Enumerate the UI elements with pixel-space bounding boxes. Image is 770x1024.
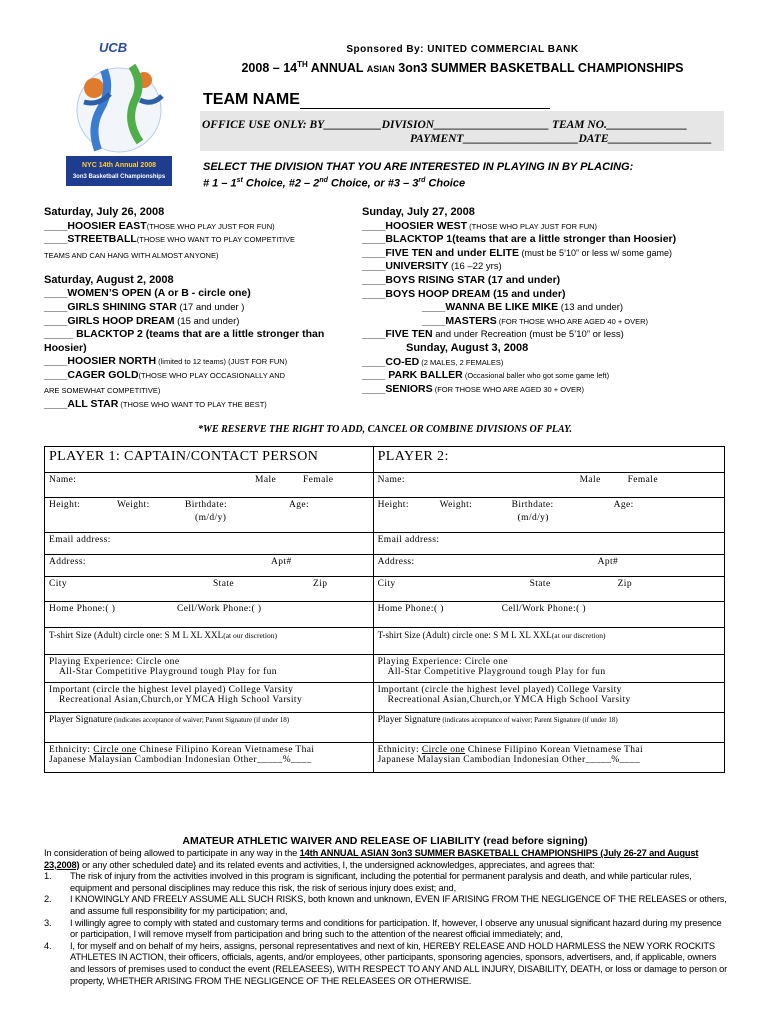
waiver-item-number: 1.: [44, 871, 52, 882]
division-instructions: SELECT THE DIVISION THAT YOU ARE INTERESTED IN PLAYING IN BY PLACING: # 1 – 1st Choice, #2 – 2nd Choice, or #3 – 3rd Choice: [203, 161, 634, 190]
waiver-item-number: 3.: [44, 917, 52, 928]
division-masters[interactable]: ____MASTERS (FOR THOSE WHO ARE AGED 40 + OVER): [422, 314, 649, 327]
player2-header: PLAYER 2:: [373, 447, 724, 473]
player1-signature-field[interactable]: Player Signature (indicates acceptance of waiver; Parent Signature (if under 18): [45, 713, 374, 743]
logo-badge-line1: NYC 14th Annual 2008: [81, 162, 157, 169]
waiver-item: [44, 871, 728, 894]
player1-level-field[interactable]: Important (circle the highest level played) College Varsity Recreational Asian,Church,or YMCA High School Varsity: [45, 683, 374, 713]
ucb-logo-text: UCB: [99, 40, 128, 55]
event-title: 2008 – 14TH ANNUAL ASIAN 3on3 SUMMER BASKETBALL CHAMPIONSHIPS: [241, 60, 684, 76]
division-five-ten-rec[interactable]: ____FIVE TEN and under Recreation (must be 5’10” or less): [362, 328, 624, 341]
waiver-item: [44, 941, 728, 987]
division-streetball[interactable]: ____STREETBALL(THOSE WHO WANT TO PLAY COMPETITIVE: [44, 233, 295, 246]
division-university[interactable]: ____UNIVERSITY (16 –22 yrs): [362, 260, 502, 273]
player1-name-field[interactable]: Name: Male Female: [45, 473, 374, 498]
division-boys-rising-star[interactable]: ____BOYS RISING STAR (17 and under): [362, 273, 561, 286]
waiver-item-text: The risk of injury from the activities involved in this program is significant, including the potential for permanent paralysis and death, and while particular rules, equipment and personal disciplines may reduce this risk, the risk of serious injury does exist; and,: [70, 871, 692, 893]
waiver-item-text: I, for myself and on behalf of my heirs, assigns, personal representatives and next of kin, HEREBY RELEASE AND HOLD HARMLESS the NEW YORK ROCKITS ATHLETES IN ACTION, their officers, officials, agents, and/or employees, other participants, sponsoring agencies, sponsors, advertisers, and, if applicable, owners and lessors of premises used to conduct the event (RELEASEES), WITH RESPECT TO ANY AND ALL INJURY, DISABILITY, DEATH, or loss or damage to person or property, WHETHER ARISING FROM THE NEGLIGENCE OF THE RELEASEES OR OTHERWISE.: [70, 940, 728, 986]
player2-ethnicity-field[interactable]: Ethnicity: Circle one Chinese Filipino Korean Vietnamese Thai Japanese Malaysian Cambodian Indonesian Other_____%____: [373, 743, 724, 773]
waiver-item-number: 2.: [44, 894, 52, 905]
logo-badge-line2: 3on3 Basketball Championships: [72, 174, 166, 180]
division-all-star[interactable]: ____ALL STAR (THOSE WHO WANT TO PLAY THE BEST): [44, 397, 267, 410]
player2-phone-field[interactable]: Home Phone:( ) Cell/Work Phone:( ): [373, 602, 724, 628]
waiver-text: [44, 848, 728, 987]
division-hoosier-east[interactable]: ____HOOSIER EAST(THOSE WHO PLAY JUST FOR FUN): [44, 219, 275, 232]
division-girls-shining-star[interactable]: ____GIRLS SHINING STAR (17 and under ): [44, 300, 245, 313]
player2-city-field[interactable]: City State Zip: [373, 577, 724, 602]
division-hoosier-north[interactable]: ____HOOSIER NORTH (limited to 12 teams) (JUST FOR FUN): [44, 355, 288, 368]
office-use-box: [200, 111, 724, 151]
division-boys-hoop-dream[interactable]: ____BOYS HOOP DREAM (15 and under): [362, 287, 566, 300]
waiver-intro: In consideration of being allowed to participate in any way in the 14th ANNUAL ASIAN 3on3 SUMMER BASKETBALL CHAMPIONSHIPS (July 26-27 and August 23,2008) or any other scheduled date} and its related events and activities, I, the undersigned acknowledges, appreciates, and agrees that:: [44, 848, 699, 870]
player1-phone-field[interactable]: Home Phone:( ) Cell/Work Phone:( ): [45, 602, 374, 628]
player1-header: PLAYER 1: CAPTAIN/CONTACT PERSON: [45, 447, 374, 473]
player2-address-field[interactable]: Address: Apt#: [373, 555, 724, 577]
player1-physical-field[interactable]: Height: Weight: Birthdate: (m/d/y) Age:: [45, 498, 374, 533]
player2-level-field[interactable]: Important (circle the highest level played) College Varsity Recreational Asian,Church,or YMCA High School Varsity: [373, 683, 724, 713]
division-cager-gold[interactable]: ____CAGER GOLD(THOSE WHO PLAY OCCASIONALLY AND: [44, 368, 286, 381]
player2-physical-field[interactable]: Height: Weight: Birthdate: (m/d/y) Age:: [373, 498, 724, 533]
office-use-line: OFFICE USE ONLY: BY__________DIVISION____________________ TEAM NO.______________: [202, 119, 688, 131]
waiver-item: [44, 918, 728, 941]
waiver-item: [44, 894, 728, 917]
waiver-title: AMATEUR ATHLETIC WAIVER AND RELEASE OF LIABILITY (read before signing): [182, 835, 588, 847]
division-blacktop-1[interactable]: ____BLACKTOP 1(teams that are a little stronger than Hoosier): [362, 233, 677, 246]
player2-name-field[interactable]: Name: Male Female: [373, 473, 724, 498]
divisions-left: Saturday, July 26, 2008 ____HOOSIER EAST(THOSE WHO PLAY JUST FOR FUN) ____STREETBALL(THOSE WHO WANT TO PLAY COMPETITIVE TEAMS AND CAN HANG WITH ALMOST ANYONE) Saturday, August 2, 2008 ____WOMEN’S OPEN (A or B - circle one) ____GIRLS SHINING STAR (17 and under ) ____GIRLS HOOP DREAM (15 and under) _____ BLACKTOP 2 (teams that are a little stronger than Hoosier) ____HOOSIER NORTH (limited to 12 teams) (JUST FOR FUN) ____CAGER GOLD(THOSE WHO PLAY OCCASIONALLY AND ARE SOMEWHAT COMPETITIVE) ____ALL STAR (THOSE WHO WANT TO PLAY THE BEST): [44, 206, 364, 411]
player1-email-field[interactable]: Email address:: [45, 533, 374, 555]
division-wanna-be-like-mike[interactable]: ____WANNA BE LIKE MIKE (13 and under): [422, 301, 624, 314]
player-form: [44, 446, 725, 773]
waiver-item-text: I KNOWINGLY AND FREELY ASSUME ALL SUCH RISKS, both known and unknown, EVEN IF ARISING FROM THE NEGLIGENCE OF THE RELEASES or others, and assume full responsibility for my participation; and,: [70, 894, 727, 916]
player2-experience-field[interactable]: Playing Experience: Circle one All-Star Competitive Playground tough Play for fun: [373, 655, 724, 683]
player2-signature-field[interactable]: Player Signature (indicates acceptance of waiver; Parent Signature (if under 18): [373, 713, 724, 743]
player1-address-field[interactable]: Address: Apt#: [45, 555, 374, 577]
division-co-ed[interactable]: ____CO-ED (2 MALES, 2 FEMALES): [362, 355, 504, 368]
reserve-notice: *WE RESERVE THE RIGHT TO ADD, CANCEL OR COMBINE DIVISIONS OF PLAY.: [198, 424, 572, 435]
divisions-right: Sunday, July 27, 2008 ____HOOSIER WEST (THOSE WHO PLAY JUST FOR FUN) ____BLACKTOP 1(teams that are a little stronger than Hoosier) ____FIVE TEN and under ELITE (must be 5’10” or less w/ some game) ____UNIVERSITY (16 –22 yrs) ____BOYS RISING STAR (17 and under) ____BOYS HOOP DREAM (15 and under) ____WANNA BE LIKE MIKE (13 and under) ____MASTERS (FOR THOSE WHO ARE AGED 40 + OVER) ____FIVE TEN and under Recreation (must be 5’10” or less) Sunday, August 3, 2008 ____CO-ED (2 MALES, 2 FEMALES) ____ PARK BALLER (Occasional baller who got some game left) ____SENIORS (FOR THOSE WHO ARE AGED 30 + OVER): [362, 206, 726, 396]
division-girls-hoop-dream[interactable]: ____GIRLS HOOP DREAM (15 and under): [44, 314, 240, 327]
division-park-baller[interactable]: ____ PARK BALLER (Occasional baller who got some game left): [362, 369, 610, 382]
division-hoosier-west[interactable]: ____HOOSIER WEST (THOSE WHO PLAY JUST FOR FUN): [362, 219, 598, 232]
player2-tshirt-field[interactable]: T-shirt Size (Adult) circle one: S M L XL XXL(at our discretion): [373, 628, 724, 655]
player1-experience-field[interactable]: Playing Experience: Circle one All-Star Competitive Playground tough Play for fun: [45, 655, 374, 683]
player2-email-field[interactable]: Email address:: [373, 533, 724, 555]
division-five-ten-elite[interactable]: ____FIVE TEN and under ELITE (must be 5’10” or less w/ some game): [362, 246, 673, 259]
tournament-logo: [44, 40, 194, 190]
waiver-item-number: 4.: [44, 940, 52, 951]
division-seniors[interactable]: ____SENIORS (FOR THOSE WHO ARE AGED 30 + OVER): [362, 382, 584, 395]
player1-tshirt-field[interactable]: T-shirt Size (Adult) circle one: S M L XL XXL(at our discretion): [45, 628, 374, 655]
player1-ethnicity-field[interactable]: Ethnicity: Circle one Chinese Filipino Korean Vietnamese Thai Japanese Malaysian Cambodian Indonesian Other_____%____: [45, 743, 374, 773]
team-name-field[interactable]: TEAM NAME: [203, 91, 550, 109]
player1-city-field[interactable]: City State Zip: [45, 577, 374, 602]
waiver-item-text: I willingly agree to comply with stated and customary terms and conditions for participation. If, however, I observe any unusual significant hazard during my presence or participation, I will remove myself from participation and bring such to the attention of the nearest official immediately; and,: [70, 917, 722, 940]
division-blacktop-2[interactable]: _____ BLACKTOP 2 (teams that are a little stronger than Hoosier): [44, 328, 325, 354]
office-payment-line: PAYMENT____________________DATE__________________: [410, 133, 712, 145]
division-womens-open[interactable]: ____WOMEN’S OPEN (A or B - circle one): [44, 287, 251, 300]
sponsor-line: Sponsored By: UNITED COMMERCIAL BANK: [346, 44, 579, 55]
